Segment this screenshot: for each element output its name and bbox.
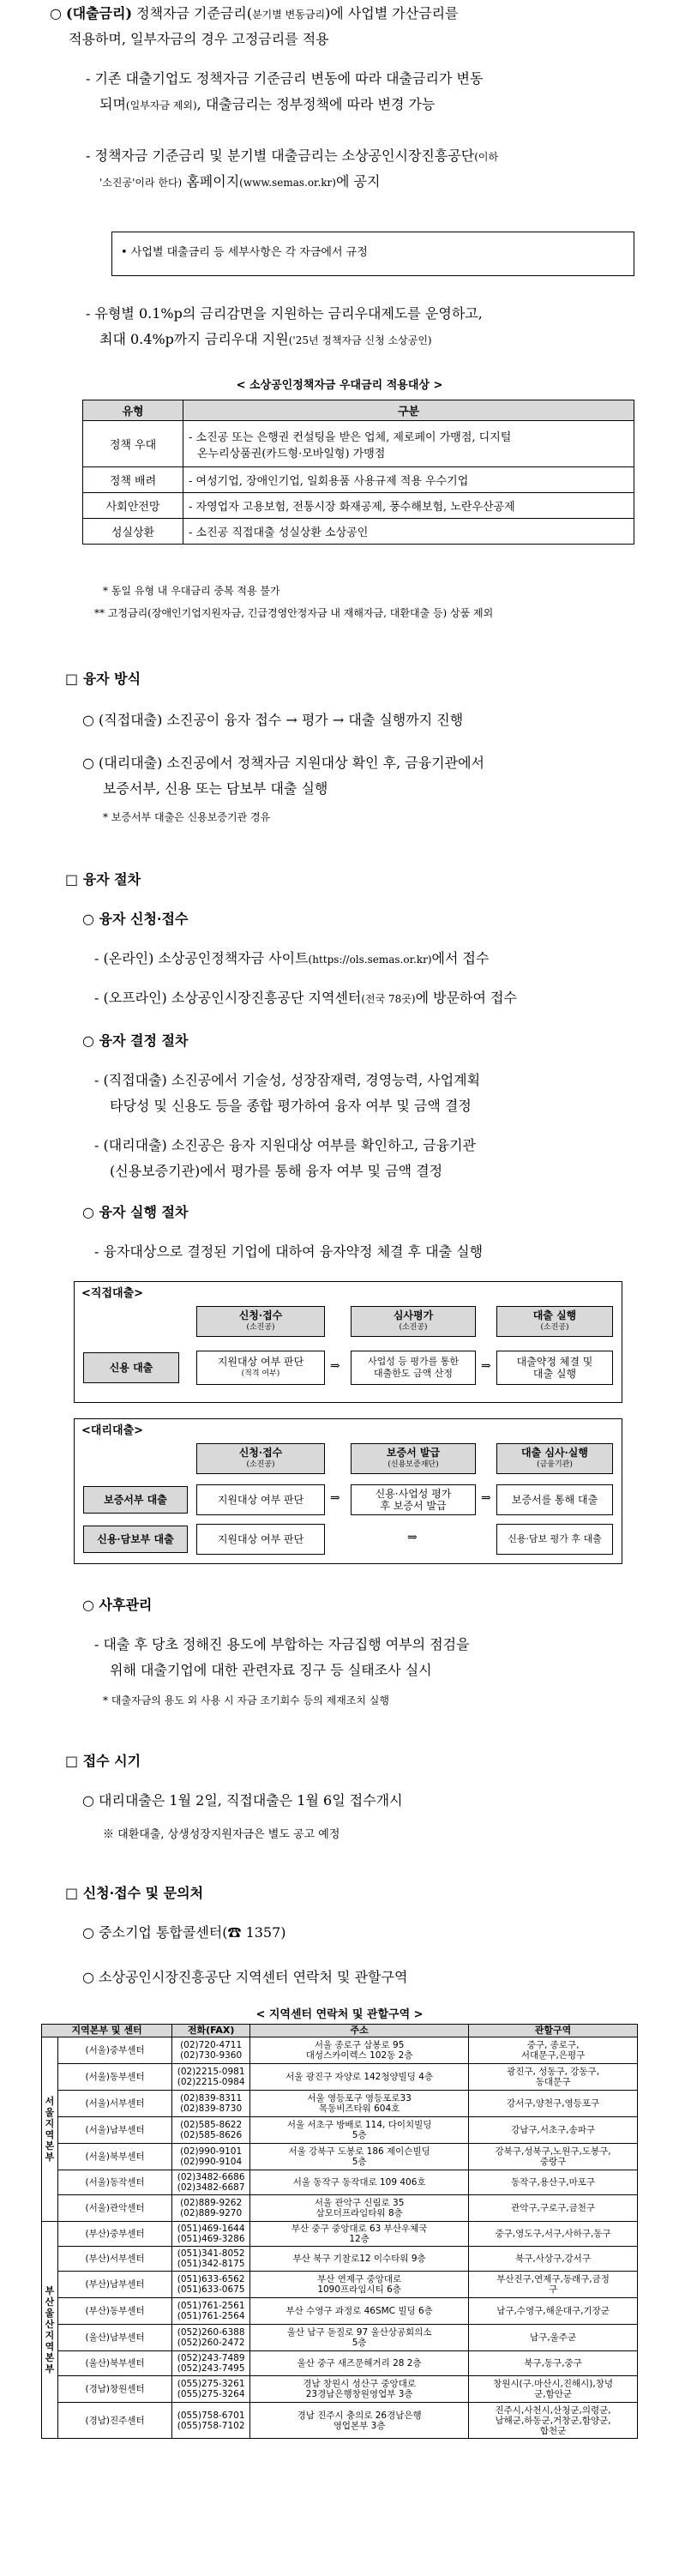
- center-area: 부산진구,연제구,동래구,금정 구: [469, 2272, 638, 2298]
- center-name: (부산)서부센터: [58, 2247, 172, 2272]
- center-header-addr: 주소: [250, 2025, 469, 2037]
- pref-type: 정책 배려: [83, 467, 183, 493]
- center-name: (경남)진주센터: [58, 2403, 172, 2439]
- center-tel: (052)243-7489 (052)243-7495: [172, 2351, 250, 2376]
- method-item-1: ○ (직접대출) 소진공이 융자 접수 → 평가 → 대출 실행까지 진행: [82, 712, 464, 728]
- flow-c-line: 대출 실행: [532, 1368, 577, 1380]
- method-heading: □ 융자 방식: [65, 671, 141, 687]
- after-note: * 대출자금의 용도 외 사용 시 자금 조기회수 등의 제재조치 실행: [103, 1694, 389, 1706]
- rate-dash-2b-d: 에 공지: [335, 173, 381, 190]
- table-row: [42, 2091, 638, 2117]
- after-line-1: - 대출 후 당초 정해진 용도에 부합하는 자금집행 여부의 점검을: [94, 1636, 470, 1652]
- center-name: (부산)남부센터: [58, 2272, 172, 2298]
- center-area: 강남구,서초구,송파구: [469, 2117, 638, 2144]
- pref-desc-line: 온누리상품권(카드형·모바일형) 가맹점: [197, 447, 386, 460]
- flow-h-title: 신청·접수: [238, 1309, 283, 1321]
- center-name: (서울)북부센터: [58, 2144, 172, 2170]
- flow-h-title: 신청·접수: [238, 1447, 283, 1459]
- center-area: 관악구,구로구,금천구: [469, 2195, 638, 2222]
- procedure-offline-a: - (오프라인) 소상공인시장진흥공단 지역센터: [94, 990, 362, 1006]
- rate-dash-1b: [99, 93, 665, 117]
- center-tel: (02)889-9262 (02)889-9270: [172, 2195, 250, 2222]
- rate-dash-3b-a: 최대 0.4%p까지 금리우대 지원: [99, 331, 289, 347]
- rate-dash-3: - 유형별 0.1%p의 금리감면을 지원하는 금리우대제도를 운영하고,: [86, 305, 483, 322]
- procedure-online-c: 에서 접수: [431, 950, 490, 966]
- flow-agent-row-2: 신용·담보부 대출: [83, 1526, 188, 1553]
- pref-type: 사회안전망: [83, 493, 183, 519]
- center-header-center: 지역본부 및 센터: [42, 2025, 172, 2037]
- flow-c-line: 신용·사업성 평가: [375, 1488, 452, 1500]
- flow-c-line: 후 보증서 발급: [380, 1500, 447, 1512]
- rate-text-1: 정책자금 기준금리(: [136, 5, 253, 21]
- flow-direct-row: 신용 대출: [83, 1352, 179, 1383]
- pref-table-header: [83, 400, 634, 421]
- pref-note-2: ** 고정금리(장애인기업지원자금, 긴급경영안정자금 내 재해자금, 대환대출 등) 상품 제외: [94, 607, 494, 619]
- pref-desc: - 자영업자 고용보험, 전통시장 화재공제, 풍수해보험, 노란우산공제: [183, 493, 634, 519]
- rate-dash-2b-a: '소진공'이라 한다): [99, 177, 183, 189]
- table-row: [83, 493, 634, 519]
- center-addr: 부산 중구 중앙대로 63 부산우체국 12층: [250, 2222, 469, 2247]
- center-addr: 서울 관악구 신림로 35 삼모더프라임타워 8층: [250, 2195, 469, 2222]
- arrow-right-icon: ⇒: [481, 1359, 491, 1373]
- center-addr: 서울 종로구 삼봉로 95 대성스카이렉스 102동 2층: [250, 2037, 469, 2064]
- center-addr: 부산 수영구 과정로 46SMC 빌딩 6층: [250, 2298, 469, 2325]
- table-row: [42, 2037, 638, 2064]
- center-tel: (051)341-8052 (051)342-8175: [172, 2247, 250, 2272]
- contact-heading: □ 신청·접수 및 문의처: [65, 1885, 204, 1901]
- center-tel: (02)839-8311 (02)839-8730: [172, 2091, 250, 2117]
- arrow-right-icon: ⇒: [330, 1359, 340, 1373]
- center-name: (서울)동부센터: [58, 2064, 172, 2091]
- center-tel: (02)2215-0981 (02)2215-0984: [172, 2064, 250, 2091]
- table-row: [83, 519, 634, 545]
- arrow-right-icon: ⇒: [481, 1491, 491, 1505]
- rate-dash-1b-b: (일부자금 제외): [125, 99, 197, 111]
- procedure-direct-1: - (직접대출) 소진공에서 기술성, 성장잠재력, 경영능력, 사업계획: [94, 1072, 481, 1088]
- procedure-heading: □ 융자 절차: [65, 871, 141, 888]
- center-area: 동작구,용산구,마포구: [469, 2170, 638, 2195]
- procedure-step-3: ○ 융자 실행 절차: [82, 1204, 189, 1220]
- center-area: 진주시,사천시,산청군,의령군, 남해군,하동군,거창군,함양군, 합천군: [469, 2403, 638, 2439]
- center-name: (서울)동작센터: [58, 2170, 172, 2195]
- flow-c-line: 대출약정 체결 및: [516, 1356, 593, 1368]
- center-addr: 경남 창원시 성산구 중앙대로 23경남은행창원영업부 3층: [250, 2376, 469, 2403]
- after-line-2: 위해 대출기업에 대한 관련자료 징구 등 실태조사 실시: [110, 1662, 432, 1678]
- rate-dash-2b-c: (www.semas.or.kr): [239, 177, 336, 189]
- rate-dash-3b: [99, 328, 665, 352]
- pref-type: 성실상환: [83, 519, 183, 545]
- procedure-online-b: (https://ols.semas.or.kr): [308, 954, 432, 966]
- procedure-online-a: - (온라인) 소상공인정책자금 사이트: [94, 950, 309, 966]
- flow-h-sub: (소진공): [246, 1323, 275, 1332]
- center-addr: 울산 중구 새즈문해거리 28 2층: [250, 2351, 469, 2376]
- center-addr: 서울 동작구 동작대로 109 406호: [250, 2170, 469, 2195]
- table-row: [42, 2064, 638, 2091]
- rate-note-box: [111, 232, 634, 276]
- procedure-agent-1: - (대리대출) 소진공은 융자 지원대상 여부를 확인하고, 금융기관: [94, 1137, 476, 1153]
- pref-note-1: * 동일 유형 내 우대금리 중복 적용 불가: [103, 585, 280, 597]
- flow-agent-label: <대리대출>: [81, 1424, 144, 1437]
- procedure-offline: [94, 986, 677, 1011]
- table-row: [42, 2222, 638, 2247]
- table-row: [42, 2351, 638, 2376]
- flow-h-title: 심사평가: [393, 1309, 434, 1321]
- flow-h-sub: (신용보증재단): [388, 1460, 439, 1469]
- center-addr: 울산 남구 돋질로 97 울산상공회의소 5층: [250, 2325, 469, 2351]
- center-tel: (02)585-8622 (02)585-8626: [172, 2117, 250, 2144]
- center-name: (울산)남부센터: [58, 2325, 172, 2351]
- center-name: (부산)중부센터: [58, 2222, 172, 2247]
- pref-table: [82, 400, 634, 545]
- flow-c-line: (적격 여부): [241, 1369, 280, 1378]
- flow-c-line: 대출한도 금액 산정: [373, 1368, 453, 1379]
- center-area: 강서구,양천구,영등포구: [469, 2091, 638, 2117]
- table-row: [42, 2170, 638, 2195]
- rate-text-2: 분기별 변동금리: [252, 9, 326, 21]
- region-group: 서 울 지 역 본 부: [42, 2037, 58, 2222]
- flow-direct-c3: [496, 1351, 613, 1385]
- rate-dash-2b: [99, 170, 665, 195]
- center-area: 중구, 종로구, 서대문구,은평구: [469, 2037, 638, 2064]
- center-tel: (055)758-6701 (055)758-7102: [172, 2403, 250, 2439]
- flow-agent-r2c3: 신용·담보 평가 후 대출: [496, 1524, 613, 1555]
- center-header-tel: 전화(FAX): [172, 2025, 250, 2037]
- center-table: [41, 2024, 638, 2439]
- table-row: [42, 2117, 638, 2144]
- center-area: 북구,사상구,강서구: [469, 2247, 638, 2272]
- rate-dash-3b-b: ('25년 정책자금 신청 소상공인): [288, 334, 432, 346]
- after-heading: ○ 사후관리: [82, 1597, 153, 1613]
- center-tel: (02)990-9101 (02)990-9104: [172, 2144, 250, 2170]
- flow-agent-box: [74, 1418, 622, 1564]
- center-name: (울산)북부센터: [58, 2351, 172, 2376]
- flow-h-sub: (소진공): [540, 1323, 569, 1332]
- center-area: 남구,수영구,해운대구,기장군: [469, 2298, 638, 2325]
- table-row: [42, 2247, 638, 2272]
- pref-desc-line: - 소진공 또는 은행권 컨설팅을 받은 업체, 제로페이 가맹점, 디지털: [189, 430, 512, 444]
- center-name: (서울)관악센터: [58, 2195, 172, 2222]
- contact-centers: ○ 소상공인시장진흥공단 지역센터 연락처 및 관할구역: [82, 1969, 408, 1985]
- center-tel: (02)720-4711 (02)730-9360: [172, 2037, 250, 2064]
- center-addr: 서울 서초구 방배로 114, 다이치빌딩 5층: [250, 2117, 469, 2144]
- center-tel: (052)260-6388 (052)260-2472: [172, 2325, 250, 2351]
- method-item-2: ○ (대리대출) 소진공에서 정책자금 지원대상 확인 후, 금융기관에서: [82, 755, 484, 771]
- center-table-header: [42, 2025, 638, 2037]
- table-row: [42, 2325, 638, 2351]
- center-area: 광진구, 성동구, 강동구, 동대문구: [469, 2064, 638, 2091]
- center-area: 북구,동구,중구: [469, 2351, 638, 2376]
- flow-direct-h3: [496, 1306, 613, 1337]
- flow-h-title: 대출 심사·실행: [521, 1447, 588, 1459]
- table-row: [83, 467, 634, 493]
- rate-dash-2-b: (이하: [474, 151, 499, 163]
- center-name: (부산)동부센터: [58, 2298, 172, 2325]
- center-area: 창원시(구.마산시,진해시),창녕 군,함안군: [469, 2376, 638, 2403]
- method-item-2b: 보증서부, 신용 또는 담보부 대출 실행: [103, 780, 328, 797]
- center-tel: (055)275-3261 (055)275-3264: [172, 2376, 250, 2403]
- center-table-title: < 지역센터 연락처 및 관할구역 >: [255, 2008, 424, 2021]
- center-addr: 서울 광진구 자양로 142청양빌딩 4층: [250, 2064, 469, 2091]
- rate-dash-1b-c: , 대출금리는 정부정책에 따라 변경 가능: [196, 96, 436, 112]
- flow-h-title: 대출 실행: [532, 1309, 577, 1321]
- center-addr: 부산 연제구 중앙대로 1090프라임시티 6층: [250, 2272, 469, 2298]
- center-name: (서울)남부센터: [58, 2117, 172, 2144]
- center-header-area: 관할구역: [469, 2025, 638, 2037]
- table-row: [42, 2144, 638, 2170]
- flow-h-title: 보증서 발급: [386, 1447, 441, 1459]
- flow-agent-r1c3: 보증서를 통해 대출: [496, 1484, 613, 1515]
- flow-agent-h3: [496, 1443, 613, 1474]
- center-area: 남구,울주군: [469, 2325, 638, 2351]
- flow-h-sub: (금융기관): [537, 1460, 573, 1469]
- table-row: [42, 2195, 638, 2222]
- flow-h-sub: (소진공): [399, 1323, 428, 1332]
- region-group: 부 산 울 산 지 역 본 부: [42, 2222, 58, 2439]
- flow-c-line: 사업성 등 평가를 통한: [367, 1356, 460, 1367]
- table-row: [83, 421, 634, 467]
- center-name: (서울)서부센터: [58, 2091, 172, 2117]
- center-addr: 부산 북구 기찰로12 이수타워 9층: [250, 2247, 469, 2272]
- flow-agent-h1: [196, 1443, 325, 1474]
- method-note: * 보증서부 대출은 신용보증기관 경유: [103, 811, 271, 823]
- rate-label: (대출금리): [66, 5, 133, 21]
- period-note: ※ 대환대출, 상생성장지원자금은 별도 공고 예정: [103, 1828, 340, 1841]
- pref-header-type: 유형: [83, 400, 183, 421]
- flow-agent-h2: [351, 1443, 476, 1474]
- center-area: 강북구,성북구,노원구,도봉구, 중랑구: [469, 2144, 638, 2170]
- flow-agent-r1c1: 지원대상 여부 판단: [196, 1484, 325, 1515]
- rate-paragraph: ○ (대출금리) 정책자금 기준금리(분기별 변동금리)에 사업별 가산금리를: [50, 5, 459, 21]
- period-item: ○ 대리대출은 1월 2일, 직접대출은 1월 6일 접수개시: [82, 1792, 403, 1809]
- rate-text-3: )에 사업별 가산금리를: [325, 5, 459, 21]
- center-tel: (02)3482-6686 (02)3482-6687: [172, 2170, 250, 2195]
- arrow-right-icon: ⇒: [330, 1491, 340, 1505]
- flow-direct-c2: [351, 1351, 476, 1385]
- pref-header-desc: 구분: [183, 400, 634, 421]
- flow-agent-r2c1: 지원대상 여부 판단: [196, 1524, 325, 1555]
- pref-type: 정책 우대: [83, 421, 183, 467]
- procedure-direct-2: 타당성 및 신용도 등을 종합 평가하여 융자 여부 및 금액 결정: [110, 1098, 472, 1114]
- center-name: (경남)창원센터: [58, 2376, 172, 2403]
- rate-dash-2: [86, 144, 677, 169]
- center-table-body: [42, 2037, 638, 2439]
- arrow-right-icon: ⇒: [407, 1531, 418, 1544]
- procedure-step-2: ○ 융자 결정 절차: [82, 1032, 189, 1049]
- flow-direct-label: <직접대출>: [81, 1287, 144, 1300]
- flow-direct-h2: [351, 1306, 476, 1337]
- procedure-agent-2: (신용보증기관)에서 평가를 통해 융자 여부 및 금액 결정: [110, 1163, 443, 1179]
- flow-direct-box: [74, 1281, 622, 1403]
- flow-agent-row-1: 보증서부 대출: [83, 1486, 188, 1514]
- period-heading: □ 접수 시기: [65, 1753, 141, 1769]
- rate-dash-1: - 기존 대출기업도 정책자금 기준금리 변동에 따라 대출금리가 변동: [86, 70, 484, 87]
- table-row: [42, 2272, 638, 2298]
- contact-callcenter: ○ 중소기업 통합콜센터(☎ 1357): [82, 1924, 286, 1941]
- table-row: [42, 2403, 638, 2439]
- center-tel: (051)761-2561 (051)761-2564: [172, 2298, 250, 2325]
- procedure-offline-c: 에 방문하여 접수: [415, 990, 517, 1006]
- pref-desc: - 소진공 직접대출 성실상환 소상공인: [183, 519, 634, 545]
- procedure-online: [94, 947, 677, 972]
- procedure-offline-b: (전국 78곳): [361, 993, 416, 1005]
- rate-dash-1b-a: 되며: [99, 96, 126, 112]
- rate-text-4: 적용하며, 일부자금의 경우 고정금리를 적용: [69, 31, 329, 47]
- table-row: [42, 2376, 638, 2403]
- flow-direct-c1: [196, 1351, 325, 1385]
- flow-agent-r1c2: [351, 1484, 476, 1515]
- center-tel: (051)633-6562 (051)633-0675: [172, 2272, 250, 2298]
- rate-dash-2-a: - 정책자금 기준금리 및 분기별 대출금리는 소상공인시장진흥공단: [86, 147, 475, 164]
- center-addr: 서울 강북구 도봉로 186 제이슨빌딩 5층: [250, 2144, 469, 2170]
- flow-direct-h1: [196, 1306, 325, 1337]
- rate-note: • 사업별 대출금리 등 세부사항은 각 자금에서 규정: [121, 246, 368, 259]
- center-addr: 경남 진주시 충의로 26경남은행 영업본부 3층: [250, 2403, 469, 2439]
- procedure-step-1: ○ 융자 신청·접수: [82, 911, 189, 927]
- center-name: (서울)중부센터: [58, 2037, 172, 2064]
- flow-c-line: 지원대상 여부 판단: [217, 1356, 304, 1368]
- pref-desc: - 여성기업, 장애인기업, 일회용품 사용규제 적용 우수기업: [183, 467, 634, 493]
- rate-dash-2b-b: 홈페이지: [186, 173, 240, 190]
- pref-table-title: < 소상공인정책자금 우대금리 적용대상 >: [236, 379, 443, 392]
- flow-h-sub: (소진공): [246, 1460, 275, 1469]
- table-row: [42, 2298, 638, 2325]
- procedure-execution: - 융자대상으로 결정된 기업에 대하여 융자약정 체결 후 대출 실행: [94, 1243, 484, 1260]
- center-area: 중구,영도구,서구,사하구,동구: [469, 2222, 638, 2247]
- center-tel: (051)469-1644 (051)469-3286: [172, 2222, 250, 2247]
- center-addr: 서울 영등포구 영등포로33 목동비즈타워 604호: [250, 2091, 469, 2117]
- pref-desc: [183, 421, 634, 467]
